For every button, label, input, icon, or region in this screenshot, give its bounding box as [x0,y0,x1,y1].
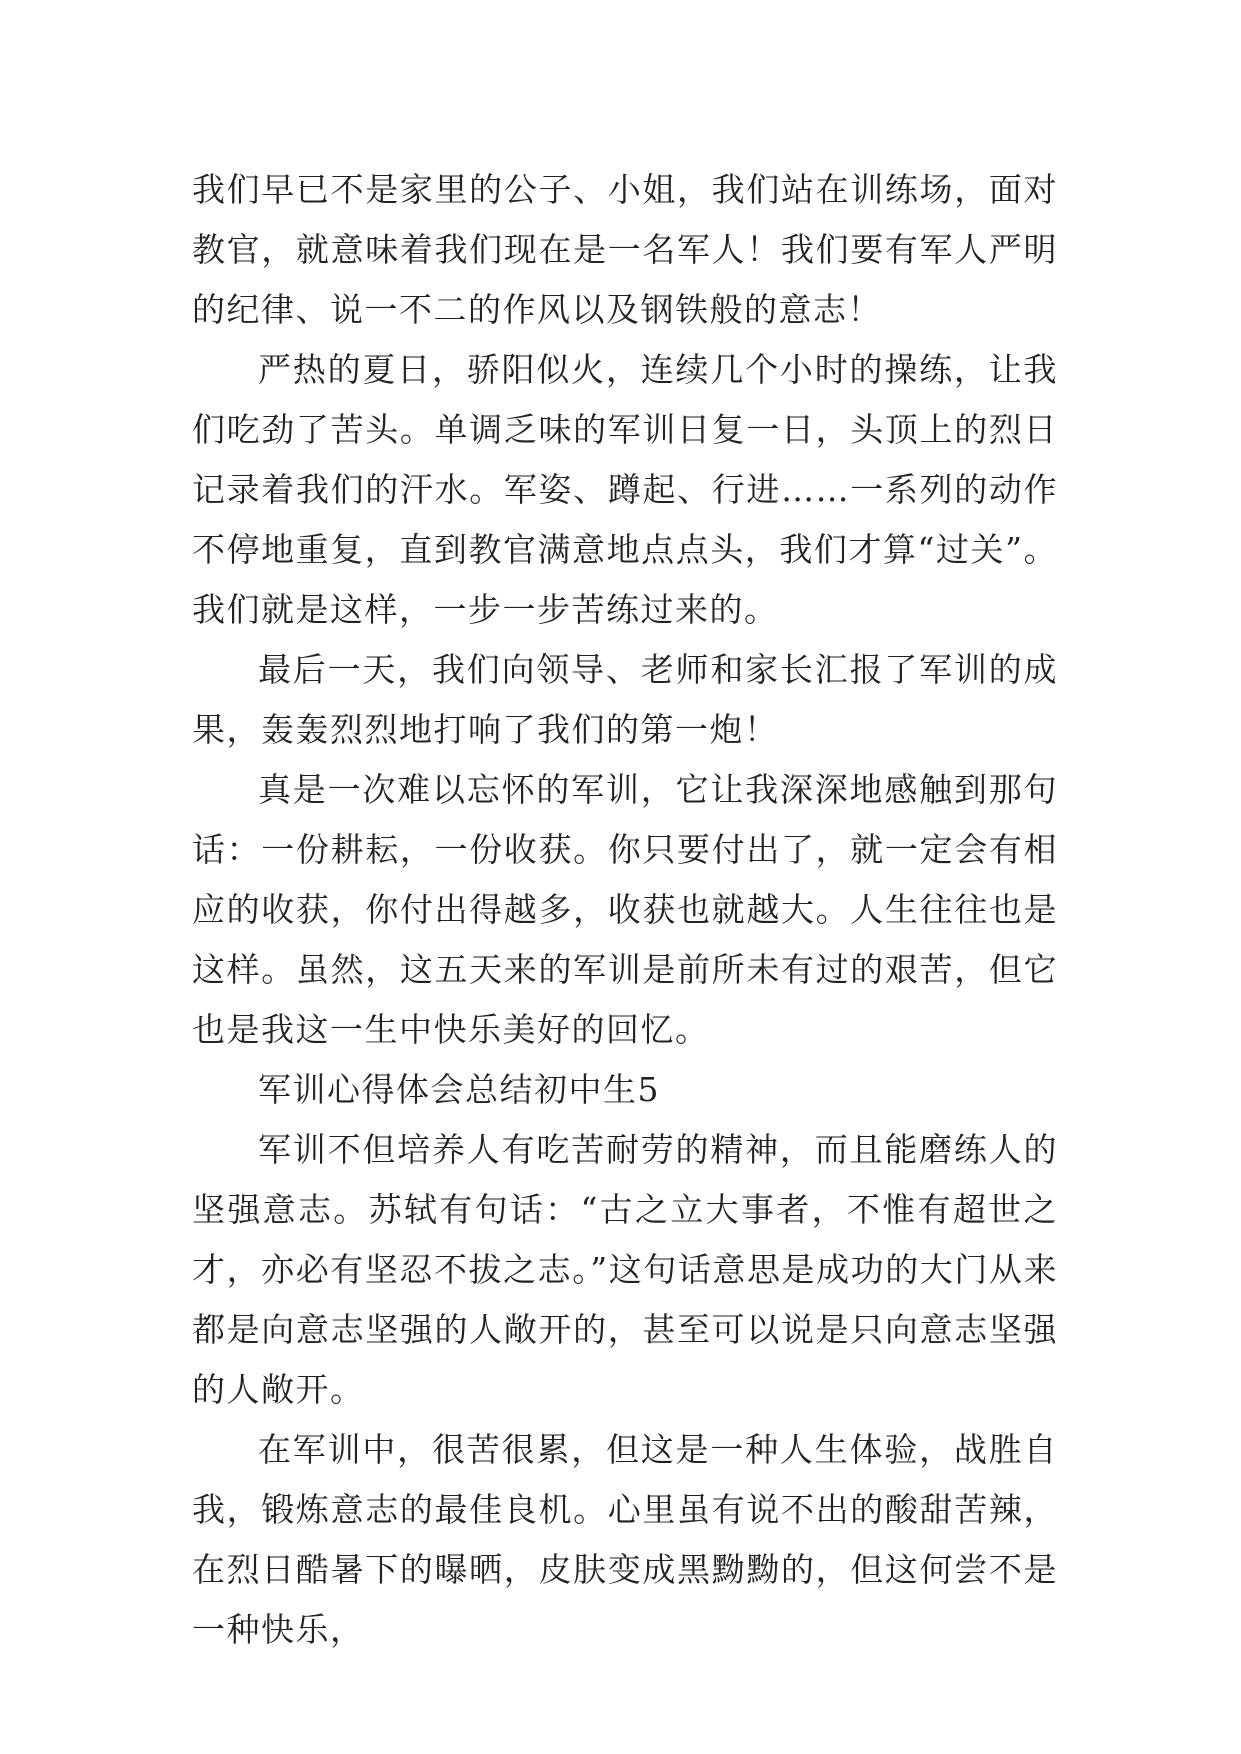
paragraph: 最后一天，我们向领导、老师和家长汇报了军训的成果，轰轰烈烈地打响了我们的第一炮！ [192,650,1058,749]
paragraph: 我们早已不是家里的公子、小姐，我们站在训练场，面对教官，就意味着我们现在是一名军人！我们要有军人严明的纪律、说一不二的作风以及钢铁般的意志！ [192,170,1058,329]
document-body [192,160,1058,1660]
paragraph: 严热的夏日，骄阳似火，连续几个小时的操练，让我们吃劲了苦头。单调乏味的军训日复一日，头顶上的烈日记录着我们的汗水。军姿、蹲起、行进……一系列的动作不停地重复，直到教官满意地点点头，我们才算“过关”。我们就是这样，一步一步苦练过来的。 [192,350,1058,629]
section-heading: 军训心得体会总结初中生5 [258,1070,660,1109]
paragraph: 在军训中，很苦很累，但这是一种人生体验，战胜自我，锻炼意志的最佳良机。心里虽有说不出的酸甜苦辣，在烈日酷暑下的曝晒，皮肤变成黑黝黝的，但这何尝不是一种快乐， [192,1430,1058,1649]
paragraph: 军训不但培养人有吃苦耐劳的精神，而且能磨练人的坚强意志。苏轼有句话：“古之立大事者，不惟有超世之才，亦必有坚忍不拔之志。”这句话意思是成功的大门从来都是向意志坚强的人敞开的，甚至可以说是只向意志坚强的人敞开。 [192,1130,1058,1409]
paragraph: 真是一次难以忘怀的军训，它让我深深地感触到那句话：一份耕耘，一份收获。你只要付出了，就一定会有相应的收获，你付出得越多，收获也就越大。人生往往也是这样。虽然，这五天来的军训是前所未有过的艰苦，但它也是我这一生中快乐美好的回忆。 [192,770,1058,1049]
